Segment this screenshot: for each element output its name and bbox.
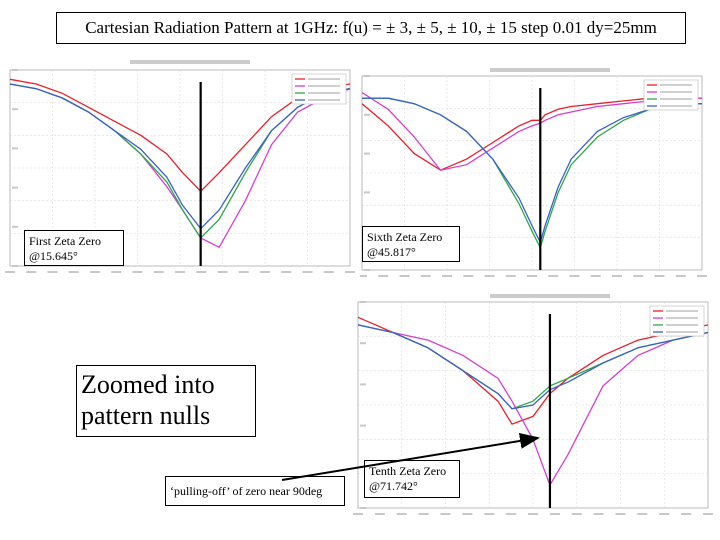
pulloff-arrow [282, 438, 538, 480]
slide-title: Cartesian Radiation Pattern at 1GHz: f(u) = ± 3, ± 5, ± 10, ± 15 step 0.01 dy=25mm [56, 12, 686, 44]
zoom-note: Zoomed into pattern nulls [76, 365, 256, 437]
pulloff-note: ‘pulling-off’ of zero near 90deg [165, 476, 345, 506]
tenth-zero-callout: Tenth Zeta Zero @71.742° [364, 460, 460, 498]
first-zero-callout: First Zeta Zero @15.645° [24, 230, 124, 266]
sixth-zero-callout: Sixth Zeta Zero @45.817° [362, 226, 460, 262]
